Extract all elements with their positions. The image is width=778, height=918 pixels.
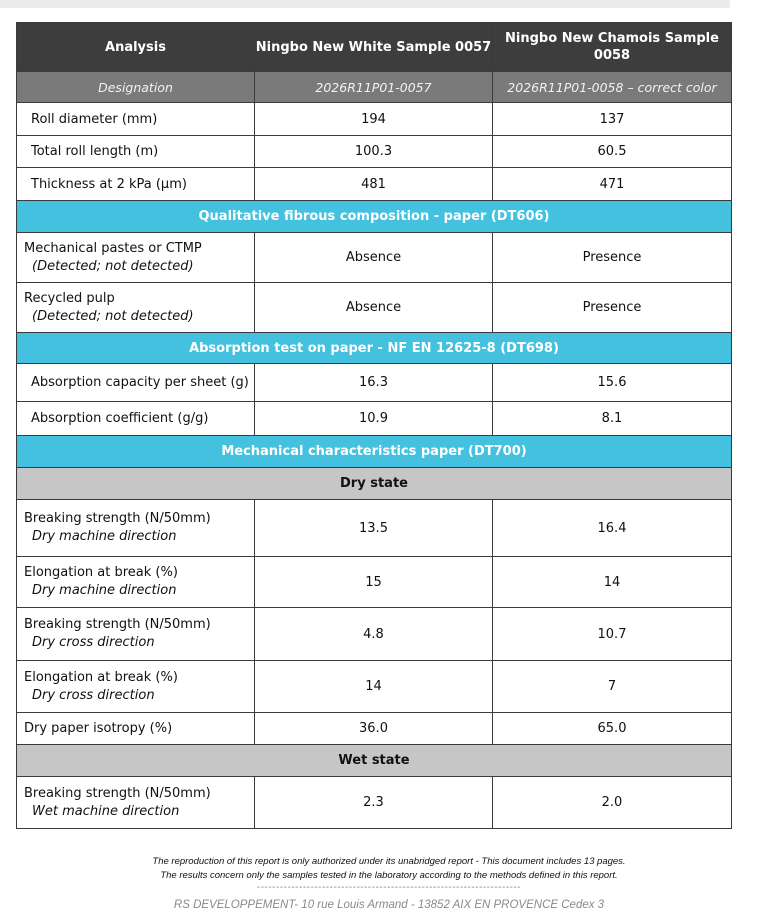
- designation-value-0057: 2026R11P01-0057: [255, 72, 493, 103]
- row-label-sub: Dry machine direction: [32, 529, 177, 544]
- row-label-sub: Dry cross direction: [32, 687, 155, 703]
- section-absorption: [17, 333, 732, 364]
- value-0057: Absence: [255, 283, 493, 333]
- value-0058: 65.0: [493, 713, 732, 745]
- value-0058: 10.7: [493, 608, 732, 661]
- row-label: Absorption capacity per sheet (g): [17, 364, 255, 402]
- value-0058: 137: [493, 103, 732, 136]
- value-0058: 2.0: [493, 777, 732, 829]
- table-row: [17, 608, 732, 661]
- row-label-main: Recycled pulp: [24, 290, 115, 306]
- section-qualitative: [17, 201, 732, 233]
- row-label-main: Elongation at break (%): [24, 669, 178, 685]
- value-0058: 8.1: [493, 402, 732, 436]
- subsection-title: Wet state: [17, 745, 732, 777]
- designation-label: Designation: [17, 72, 255, 103]
- value-0057: 15: [255, 557, 493, 608]
- table-row: [17, 103, 732, 136]
- row-label: [17, 500, 255, 557]
- designation-value-0058: 2026R11P01-0058 – correct color: [493, 72, 732, 103]
- value-0057: 14: [255, 661, 493, 713]
- section-mechanical: [17, 436, 732, 468]
- top-band: [0, 0, 730, 8]
- table-header-row: [17, 23, 732, 72]
- row-label: Total roll length (m): [17, 136, 255, 168]
- table-row: [17, 402, 732, 436]
- header-sample-0057: Ningbo New White Sample 0057: [255, 23, 493, 72]
- value-0057: 100.3: [255, 136, 493, 168]
- row-label: [17, 557, 255, 608]
- table-row: [17, 168, 732, 201]
- row-label-sub: Dry cross direction: [32, 635, 155, 650]
- footer-reproduction-note: The reproduction of this report is only authorized under its unabridged report - This document includes 13 pages.: [152, 856, 626, 867]
- section-title: Mechanical characteristics paper (DT700): [17, 436, 732, 468]
- table-row: [17, 713, 732, 745]
- designation-row: [17, 72, 732, 103]
- header-analysis: Analysis: [17, 23, 255, 72]
- section-title: Qualitative fibrous composition - paper (DT606): [17, 201, 732, 233]
- row-label-main: Mechanical pastes or CTMP: [24, 240, 202, 256]
- table-row: [17, 233, 732, 283]
- section-title: Absorption test on paper - NF EN 12625-8 (DT698): [17, 333, 732, 364]
- table-row: [17, 661, 732, 713]
- value-0058: 471: [493, 168, 732, 201]
- value-0057: 194: [255, 103, 493, 136]
- value-0058: 15.6: [493, 364, 732, 402]
- value-0057: 13.5: [255, 500, 493, 557]
- row-label: Absorption coefficient (g/g): [17, 402, 255, 436]
- value-0057: 2.3: [255, 777, 493, 829]
- row-label: [17, 777, 255, 829]
- row-label-sub: (Detected; not detected): [32, 258, 194, 274]
- value-0057: 16.3: [255, 364, 493, 402]
- footer-results-note: The results concern only the samples tested in the laboratory according to the methods defined in this report.: [160, 870, 618, 881]
- row-label: [17, 608, 255, 661]
- value-0058: 16.4: [493, 500, 732, 557]
- table-row: [17, 500, 732, 557]
- value-0057: 10.9: [255, 402, 493, 436]
- value-0058: 60.5: [493, 136, 732, 168]
- row-label: Roll diameter (mm): [17, 103, 255, 136]
- row-label: [17, 233, 255, 283]
- row-label-sub: Dry machine direction: [32, 583, 177, 598]
- table-row: [17, 136, 732, 168]
- subsection-title: Dry state: [17, 468, 732, 500]
- row-label-sub: (Detected; not detected): [32, 308, 194, 324]
- row-label: [17, 661, 255, 713]
- row-label: [17, 283, 255, 333]
- row-label: Dry paper isotropy (%): [17, 713, 255, 745]
- row-label-main: Breaking strength (N/50mm): [24, 785, 211, 801]
- footer-separator: ---------------------------------------------------------------------: [256, 882, 522, 893]
- row-label-main: Breaking strength (N/50mm): [24, 511, 211, 526]
- value-0057: 4.8: [255, 608, 493, 661]
- value-0058: Presence: [493, 283, 732, 333]
- table-row: [17, 364, 732, 402]
- row-label-main: Elongation at break (%): [24, 565, 178, 580]
- row-label: Thickness at 2 kPa (µm): [17, 168, 255, 201]
- value-0057: 36.0: [255, 713, 493, 745]
- table-row: [17, 283, 732, 333]
- value-0057: Absence: [255, 233, 493, 283]
- header-sample-0058: Ningbo New Chamois Sample 0058: [493, 23, 732, 72]
- row-label-main: Breaking strength (N/50mm): [24, 617, 211, 632]
- value-0058: 7: [493, 661, 732, 713]
- value-0057: 481: [255, 168, 493, 201]
- value-0058: Presence: [493, 233, 732, 283]
- table-row: [17, 777, 732, 829]
- footer-address: RS DEVELOPPEMENT- 10 rue Louis Armand - 13852 AIX EN PROVENCE Cedex 3: [173, 899, 605, 911]
- results-table: [16, 22, 732, 829]
- subsection-wet-state: [17, 745, 732, 777]
- subsection-dry-state: [17, 468, 732, 500]
- row-label-sub: Wet machine direction: [32, 803, 180, 819]
- value-0058: 14: [493, 557, 732, 608]
- table-row: [17, 557, 732, 608]
